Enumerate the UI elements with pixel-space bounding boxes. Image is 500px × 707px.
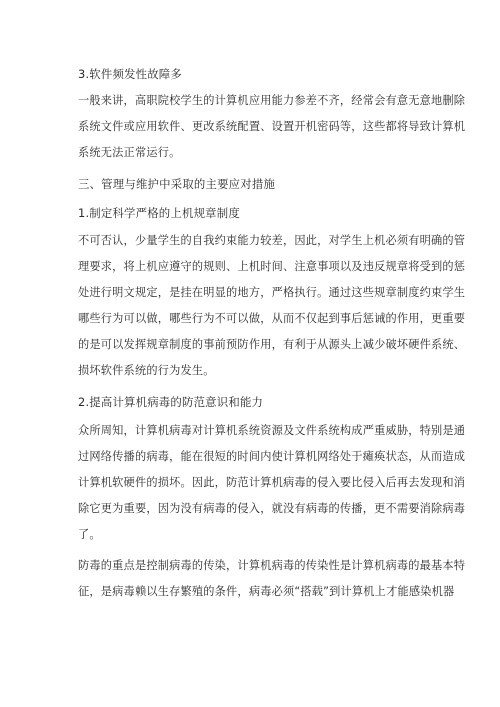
heading-text: 三、管理与维护中采取的主要应对措施 — [78, 177, 276, 191]
paragraph-line: 了。 — [78, 528, 101, 541]
section-heading-software-faults — [78, 61, 424, 87]
paragraph-virus-prevention — [78, 553, 466, 605]
paragraph-line: 过网络传播的病毒，能在很短的时间内使计算机网络处于瘫痪状态，从而造成 — [78, 450, 466, 463]
paragraph-line: 损坏软件系统的行为发生。 — [78, 364, 215, 377]
section-heading-measures — [78, 171, 424, 197]
paragraph-line: 一般来讲，高职院校学生的计算机应用能力参差不齐，经常会有意无意地删除 — [78, 94, 466, 107]
paragraph-student-skills — [78, 88, 466, 166]
paragraph-line: 的是可以发挥规章制度的事前预防作用，有利于从源头上减少破坏硬件系统、 — [78, 338, 466, 351]
heading-text: 2.提高计算机病毒的防范意识和能力 — [78, 395, 264, 409]
paragraph-rules — [78, 228, 466, 384]
paragraph-line: 众所周知，计算机病毒对计算机系统资源及文件系统构成严重威胁，特别是通 — [78, 424, 466, 437]
paragraph-line: 系统无法正常运行。 — [78, 146, 181, 159]
paragraph-line: 不可否认，少量学生的自我约束能力较差，因此，对学生上机必须有明确的管 — [78, 234, 466, 247]
heading-text: 3.软件频发性故障多 — [78, 67, 182, 81]
heading-text: 1.制定科学严格的上机规章制度 — [78, 206, 240, 220]
paragraph-line: 理要求，将上机应遵守的规则、上机时间、注意事项以及违反规章将受到的惩 — [78, 260, 466, 273]
paragraph-line: 系统文件或应用软件、更改系统配置、设置开机密码等，这些都将导致计算机 — [78, 120, 466, 133]
paragraph-line: 计算机软硬件的损坏。因此，防范计算机病毒的侵入要比侵入后再去发现和消 — [78, 476, 466, 489]
paragraph-line: 防毒的重点是控制病毒的传染，计算机病毒的传染性是计算机病毒的最基本特 — [78, 559, 466, 572]
subsection-heading-rules — [78, 200, 424, 226]
subsection-heading-virus-awareness — [78, 389, 424, 415]
paragraph-line: 除它更为重要，因为没有病毒的侵入，就没有病毒的传播，更不需要消除病毒 — [78, 502, 466, 515]
paragraph-virus-threat — [78, 418, 466, 548]
paragraph-line: 处进行明文规定，是挂在明显的地方，严格执行。通过这些规章制度约束学生 — [78, 286, 466, 299]
paragraph-line: 哪些行为可以做，哪些行为不可以做，从而不仅起到事后惩诫的作用，更重要 — [78, 312, 466, 325]
paragraph-line: 征，是病毒赖以生存繁殖的条件，病毒必须“搭载”到计算机上才能感染机器 — [78, 585, 455, 598]
